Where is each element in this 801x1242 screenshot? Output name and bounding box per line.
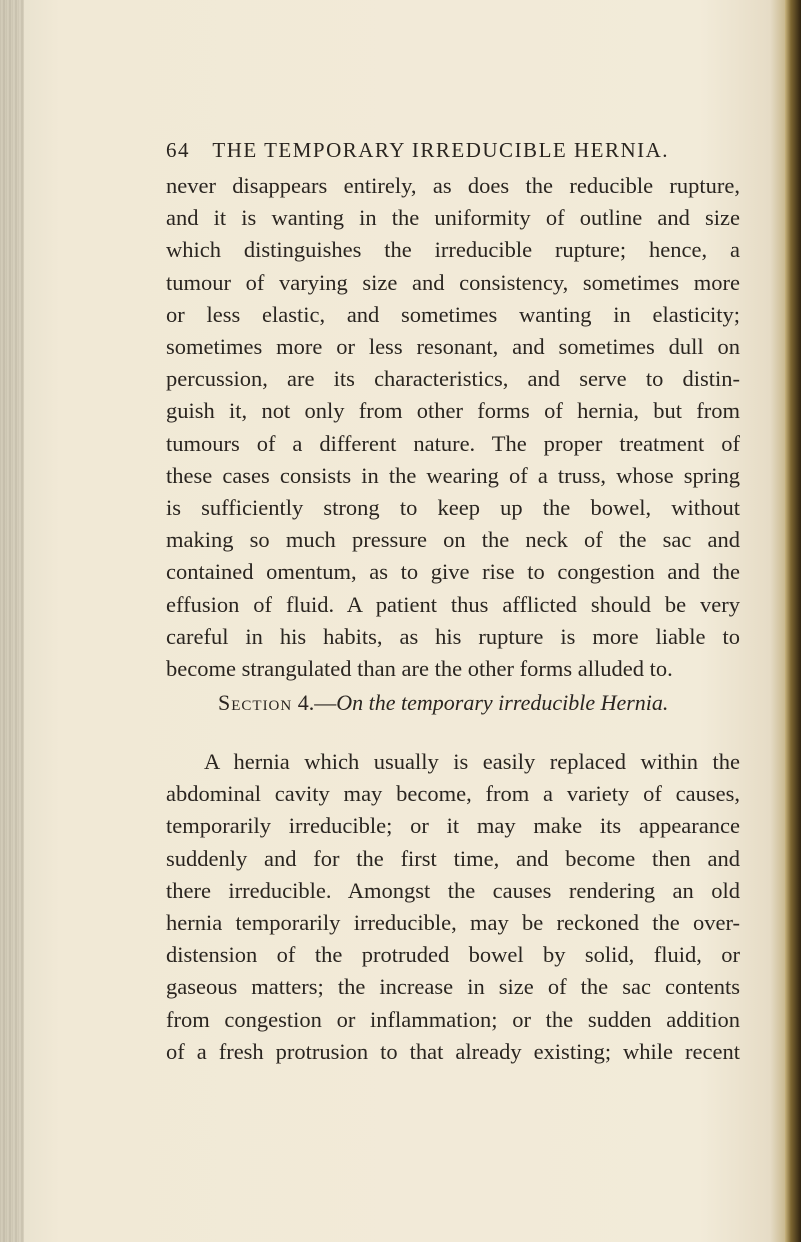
- running-head: [166, 138, 726, 163]
- section-dash: —: [314, 690, 337, 715]
- section-title: On the temporary irreducible Hernia.: [336, 690, 669, 715]
- text-line: A hernia which usually is easily replaced within the: [204, 749, 740, 774]
- page-number: 64: [166, 138, 190, 162]
- paragraph-2: [166, 746, 740, 1068]
- text-line: making so much pressure on the neck of the sac and: [166, 527, 740, 553]
- text-line: temporarily irreducible; or it may make its appearance: [166, 813, 740, 839]
- text-line: percussion, are its characteristics, and serve to distin-: [166, 366, 740, 392]
- text-line: hernia temporarily irreducible, may be reckoned the over-: [166, 910, 740, 936]
- text-line: contained omentum, as to give rise to congestion and the: [166, 559, 740, 585]
- text-line: gaseous matters; the increase in size of the sac contents: [166, 974, 740, 1000]
- text-line: effusion of fluid. A patient thus afflicted should be very: [166, 591, 740, 617]
- text-line: never disappears entirely, as does the reducible rupture,: [166, 173, 740, 198]
- text-line: abdominal cavity may become, from a variety of causes,: [166, 781, 740, 807]
- text-line: is sufficiently strong to keep up the bowel, without: [166, 495, 740, 521]
- section-heading: [218, 690, 668, 716]
- text-line: distension of the protruded bowel by solid, fluid, or: [166, 942, 740, 968]
- page-edge: [785, 0, 801, 1242]
- section-number: 4.: [297, 690, 315, 715]
- paragraph-1: [166, 170, 740, 685]
- section-label: Section: [218, 690, 293, 715]
- text-line: or less elastic, and sometimes wanting in elasticity;: [166, 301, 740, 327]
- text-line: tumour of varying size and consistency, sometimes more: [166, 269, 740, 295]
- text-line: which distinguishes the irreducible rupture; hence, a: [166, 237, 740, 263]
- text-line: these cases consists in the wearing of a truss, whose spring: [166, 462, 740, 488]
- text-line: careful in his habits, as his rupture is more liable to: [166, 623, 740, 649]
- text-line: sometimes more or less resonant, and sometimes dull on: [166, 334, 740, 360]
- text-line: of a fresh protrusion to that already existing; while recent: [166, 1038, 740, 1064]
- text-line: there irreducible. Amongst the causes rendering an old: [166, 877, 740, 903]
- running-head-title: THE TEMPORARY IRREDUCIBLE HERNIA.: [212, 138, 670, 162]
- binding-gutter: [0, 0, 24, 1242]
- text-line: from congestion or inflammation; or the sudden addition: [166, 1006, 740, 1032]
- text-line: guish it, not only from other forms of hernia, but from: [166, 398, 740, 424]
- text-line: suddenly and for the first time, and become then and: [166, 845, 740, 871]
- text-line: and it is wanting in the uniformity of outline and size: [166, 205, 740, 231]
- text-line: become strangulated than are the other forms alluded to.: [166, 656, 673, 682]
- text-line: tumours of a different nature. The proper treatment of: [166, 430, 740, 456]
